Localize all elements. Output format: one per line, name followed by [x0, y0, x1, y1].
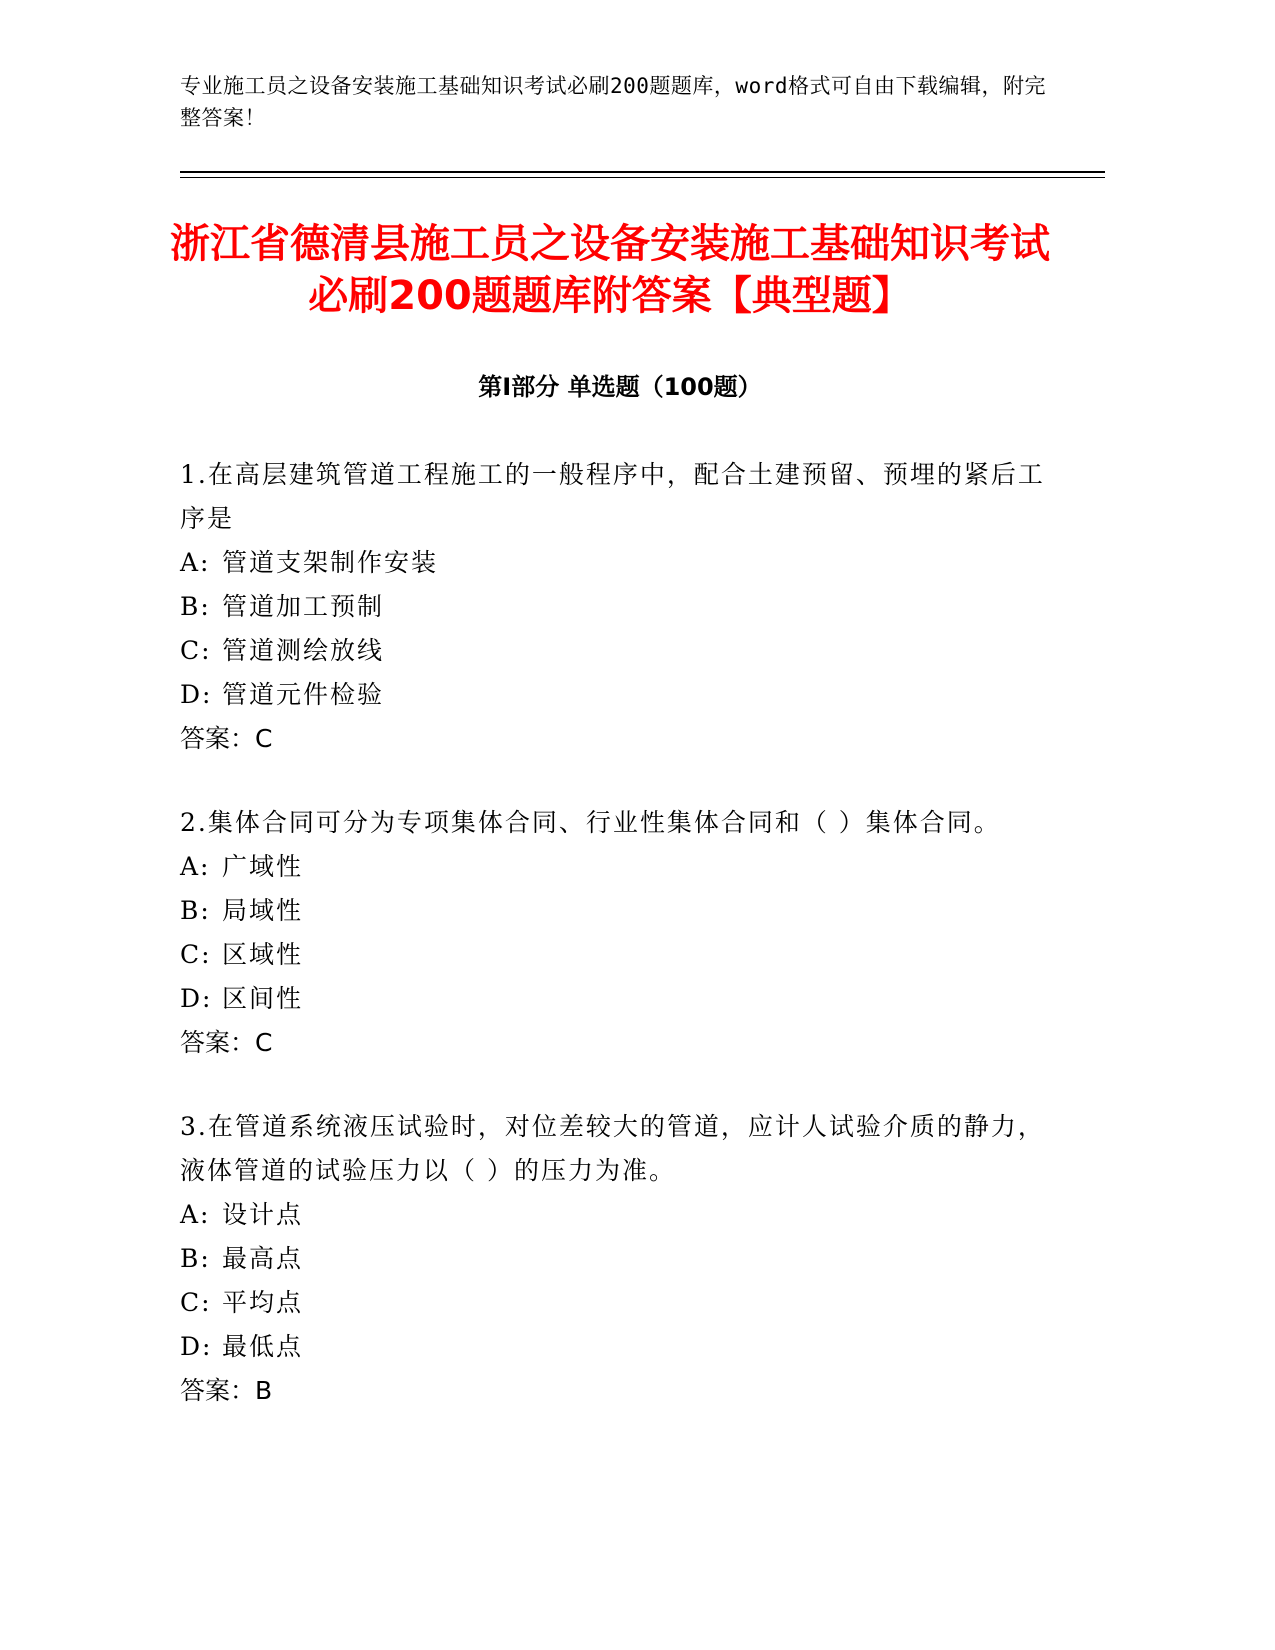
header-divider-thick	[180, 171, 1105, 173]
option-text: 局域性	[222, 896, 304, 925]
option-letter: D:	[180, 680, 213, 709]
option-b	[180, 585, 1050, 629]
option-text: 管道元件检验	[222, 680, 385, 709]
option-d	[180, 1325, 1050, 1369]
option-text: 最高点	[222, 1244, 304, 1273]
header-note: 专业施工员之设备安装施工基础知识考试必刷200题题库，word格式可自由下载编辑，附完整答案！	[180, 74, 1046, 130]
answer: 答案：C	[180, 724, 273, 753]
question-list	[180, 453, 1050, 1453]
option-c	[180, 629, 1050, 673]
option-d	[180, 977, 1050, 1021]
option-a	[180, 845, 1050, 889]
question-stem: 1.在高层建筑管道工程施工的一般程序中，配合土建预留、预埋的紧后工序是	[180, 460, 1045, 533]
option-letter: C:	[180, 1288, 212, 1317]
document-title: 浙江省德清县施工员之设备安装施工基础知识考试必刷200题题库附答案【典型题】	[170, 221, 1050, 319]
question-2	[180, 801, 1050, 1065]
header-divider-thin	[180, 177, 1105, 178]
option-a	[180, 1193, 1050, 1237]
question-1	[180, 453, 1050, 761]
option-c	[180, 1281, 1050, 1325]
option-b	[180, 889, 1050, 933]
option-c	[180, 933, 1050, 977]
option-d	[180, 673, 1050, 717]
option-text: 广域性	[222, 852, 304, 881]
option-text: 管道测绘放线	[222, 636, 385, 665]
answer: 答案：C	[180, 1028, 273, 1057]
option-text: 设计点	[222, 1200, 304, 1229]
option-letter: B:	[180, 896, 211, 925]
option-letter: A:	[180, 852, 211, 881]
option-text: 区间性	[222, 984, 304, 1013]
option-letter: B:	[180, 1244, 211, 1273]
question-3	[180, 1105, 1050, 1413]
option-letter: C:	[180, 636, 212, 665]
option-text: 区域性	[222, 940, 304, 969]
option-b	[180, 1237, 1050, 1281]
answer: 答案：B	[180, 1376, 273, 1405]
option-a	[180, 541, 1050, 585]
option-letter: A:	[180, 548, 211, 577]
question-stem: 3.在管道系统液压试验时，对位差较大的管道，应计人试验介质的静力，液体管道的试验压力以（ ）的压力为准。	[180, 1112, 1045, 1185]
option-letter: D:	[180, 1332, 213, 1361]
option-text: 管道加工预制	[222, 592, 385, 621]
section-title: 第I部分 单选题（100题）	[478, 373, 762, 401]
option-letter: C:	[180, 940, 212, 969]
option-text: 平均点	[222, 1288, 304, 1317]
option-letter: B:	[180, 592, 211, 621]
option-letter: A:	[180, 1200, 211, 1229]
question-stem: 2.集体合同可分为专项集体合同、行业性集体合同和（ ）集体合同。	[180, 808, 1001, 837]
option-text: 管道支架制作安装	[222, 548, 439, 577]
option-text: 最低点	[222, 1332, 304, 1361]
option-letter: D:	[180, 984, 213, 1013]
